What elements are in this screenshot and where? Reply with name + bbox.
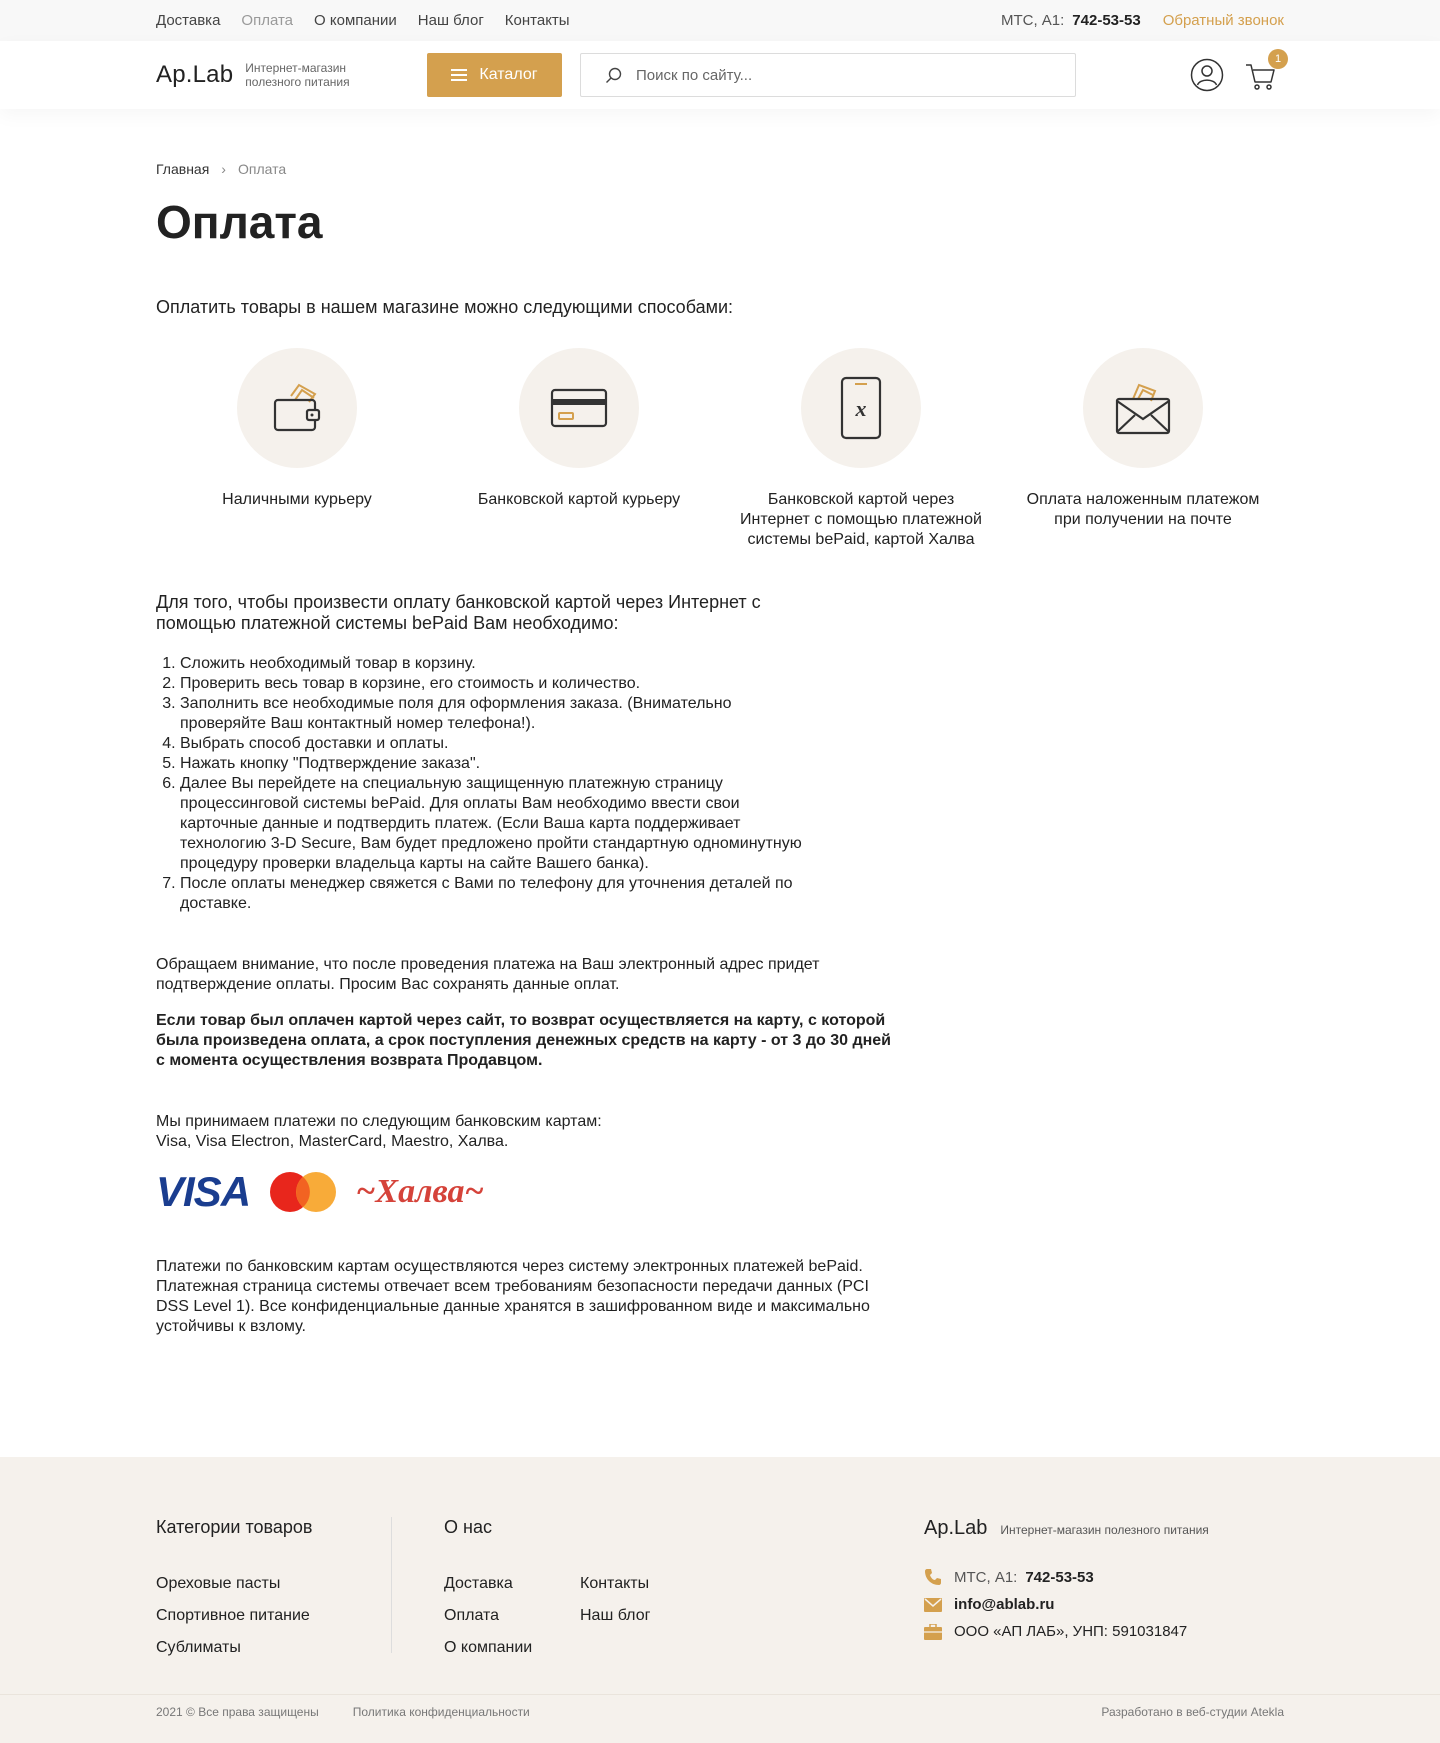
breadcrumb-home[interactable]: Главная bbox=[156, 161, 210, 177]
footer-link-sport[interactable]: Спортивное питание bbox=[156, 1607, 310, 1624]
callback-link[interactable]: Обратный звонок bbox=[1162, 12, 1284, 29]
page-title: Оплата bbox=[156, 196, 323, 248]
card-logos bbox=[156, 1168, 1284, 1216]
svg-text:x: x bbox=[855, 396, 867, 421]
footer-logo-tagline: Интернет-магазин полезного питания bbox=[1000, 1523, 1209, 1537]
phone-payment-icon bbox=[839, 375, 883, 441]
footer-email[interactable]: info@ablab.ru bbox=[954, 1596, 1055, 1613]
footer-categories bbox=[156, 1517, 392, 1656]
developer-link[interactable]: Разработано в веб-студии Atekla bbox=[1101, 1705, 1284, 1719]
top-nav bbox=[156, 12, 570, 29]
footer-bottom bbox=[156, 1705, 1284, 1719]
intro-text: Оплатить товары в нашем магазине можно следующими способами: bbox=[156, 297, 734, 317]
footer-categories-title: Категории товаров bbox=[156, 1517, 313, 1537]
topbar bbox=[0, 0, 1440, 41]
payment-method-post bbox=[1002, 348, 1284, 550]
top-nav-contacts[interactable]: Контакты bbox=[504, 12, 570, 29]
footer-contacts bbox=[924, 1517, 1284, 1640]
payment-method-label: Банковской картой через Интернет с помощью платежной системы bePaid, картой Халва bbox=[740, 491, 982, 548]
top-nav-delivery[interactable]: Доставка bbox=[156, 12, 221, 29]
footer-phone[interactable]: 742-53-53 bbox=[1025, 1568, 1094, 1586]
menu-icon bbox=[451, 69, 467, 81]
cards-accept-text: Мы принимаем платежи по следующим банковским картам: bbox=[156, 1113, 602, 1130]
payment-method-card-courier bbox=[438, 348, 720, 550]
list-item: 4. Выбрать способ доставки и оплаты. bbox=[180, 734, 816, 754]
steps-heading: Для того, чтобы произвести оплату банковской картой через Интернет с помощью платежной системы bePaid Вам необходимо: bbox=[156, 592, 761, 633]
footer-about bbox=[444, 1517, 704, 1664]
steps-list bbox=[156, 654, 816, 914]
list-item: 1. Сложить необходимый товар в корзину. bbox=[180, 654, 816, 674]
breadcrumb bbox=[156, 161, 1284, 177]
breadcrumb-current: Оплата bbox=[237, 161, 287, 177]
footer-email-row bbox=[924, 1596, 1284, 1613]
cards-list-text: Visa, Visa Electron, MasterCard, Maestro, Халва. bbox=[156, 1133, 509, 1150]
footer-divider bbox=[0, 1694, 1440, 1695]
logo-tagline: Интернет-магазин полезного питания bbox=[245, 61, 350, 89]
footer-link-sublimates[interactable]: Сублиматы bbox=[156, 1639, 241, 1656]
list-item: 6. Далее Вы перейдете на специальную защищенную платежную страницу процессинговой системы bePaid. Для оплаты Вам необходимо ввести свои карточные данные и подтвердить платеж. (Если Ваша карта поддерживает технологию 3-D Secure, Вам будет предложено пройти стандартную одноминутную процедуру проверки владельца карты на сайте Вашего банка). bbox=[180, 774, 816, 874]
notice-text: Обращаем внимание, что после проведения платежа на Ваш электронный адрес придет подтверждение оплаты. Просим Вас сохранять данные оплат. bbox=[156, 956, 820, 993]
refund-text: Если товар был оплачен картой через сайт, то возврат осуществляется на карту, с которой была произведена оплата, а срок поступления денежных средств на карту - от 3 до 30 дней с момента осуществления возврата Продавцом. bbox=[156, 1012, 892, 1069]
header bbox=[0, 41, 1440, 109]
footer bbox=[0, 1457, 1440, 1743]
footer-company: ООО «АП ЛАБ», УНП: 591031847 bbox=[954, 1623, 1188, 1640]
footer-link-nut-pastes[interactable]: Ореховые пасты bbox=[156, 1575, 281, 1592]
logo-name: Ap.Lab bbox=[156, 61, 234, 88]
cart-count-badge: 1 bbox=[1268, 49, 1288, 69]
phone-number[interactable]: 742-53-53 bbox=[1072, 12, 1141, 29]
payment-method-label: Банковской картой курьеру bbox=[477, 491, 681, 508]
visa-logo: VISA bbox=[156, 1168, 251, 1215]
security-text: Платежи по банковским картам осуществляются через систему электронных платежей bePaid. Платежная страница системы отвечает всем требованиям безопасности передачи данных (PCI DSS Level 1). Все конфиденциальные данные хранятся в зашифрованном виде и максимально устойчивы к взлому. bbox=[156, 1258, 870, 1335]
payment-method-online bbox=[720, 348, 1002, 550]
footer-link-blog[interactable]: Наш блог bbox=[580, 1607, 651, 1624]
user-icon[interactable] bbox=[1190, 58, 1224, 92]
privacy-link[interactable]: Политика конфиденциальности bbox=[352, 1705, 530, 1719]
search-icon bbox=[605, 67, 622, 84]
operator-label: МТС, А1: bbox=[1000, 12, 1065, 29]
footer-link-contacts[interactable]: Контакты bbox=[580, 1575, 650, 1592]
phone-icon bbox=[924, 1568, 942, 1586]
catalog-button[interactable] bbox=[427, 53, 562, 97]
main-content bbox=[0, 109, 1440, 1337]
top-nav-about[interactable]: О компании bbox=[314, 12, 397, 29]
chevron-right-icon: › bbox=[221, 161, 226, 177]
list-item: 2. Проверить весь товар в корзине, его стоимость и количество. bbox=[180, 674, 816, 694]
footer-logo-name: Ap.Lab bbox=[924, 1517, 988, 1539]
cart-button[interactable] bbox=[1244, 55, 1284, 95]
mail-icon bbox=[924, 1598, 942, 1612]
footer-about-title: О нас bbox=[444, 1517, 492, 1537]
catalog-label: Каталог bbox=[479, 66, 538, 83]
list-item: 3. Заполнить все необходимые поля для оформления заказа. (Внимательно проверяйте Ваш контактный номер телефона!). bbox=[180, 694, 816, 734]
payment-methods bbox=[156, 348, 1284, 550]
payment-method-label: Оплата наложенным платежом при получении на почте bbox=[1026, 491, 1260, 528]
logo[interactable] bbox=[156, 61, 444, 89]
footer-operator: МТС, А1: bbox=[954, 1568, 1018, 1586]
list-item: 5. Нажать кнопку "Подтверждение заказа". bbox=[180, 754, 816, 774]
footer-logo[interactable] bbox=[924, 1517, 1284, 1540]
mastercard-logo bbox=[268, 1170, 338, 1214]
top-nav-payment[interactable]: Оплата bbox=[241, 12, 294, 29]
copyright: 2021 © Все права защищены bbox=[156, 1705, 319, 1719]
top-nav-blog[interactable]: Наш блог bbox=[417, 12, 484, 29]
footer-company-row bbox=[924, 1623, 1284, 1640]
footer-link-delivery[interactable]: Доставка bbox=[444, 1575, 513, 1592]
footer-phone-row bbox=[924, 1568, 1284, 1586]
payment-method-label: Наличными курьеру bbox=[222, 491, 372, 508]
wallet-icon bbox=[269, 380, 325, 436]
payment-method-cash bbox=[156, 348, 438, 550]
search-box[interactable] bbox=[580, 53, 1076, 97]
footer-link-payment[interactable]: Оплата bbox=[444, 1607, 500, 1624]
footer-link-about[interactable]: О компании bbox=[444, 1639, 533, 1656]
briefcase-icon bbox=[924, 1624, 942, 1640]
top-contacts bbox=[1001, 12, 1284, 29]
bank-card-icon bbox=[549, 386, 609, 430]
list-item: 7. После оплаты менеджер свяжется с Вами по телефону для уточнения деталей по доставке. bbox=[180, 874, 816, 914]
envelope-icon bbox=[1113, 379, 1173, 437]
halva-logo: ~Халва~ bbox=[356, 1173, 484, 1210]
search-input[interactable] bbox=[636, 67, 1036, 84]
